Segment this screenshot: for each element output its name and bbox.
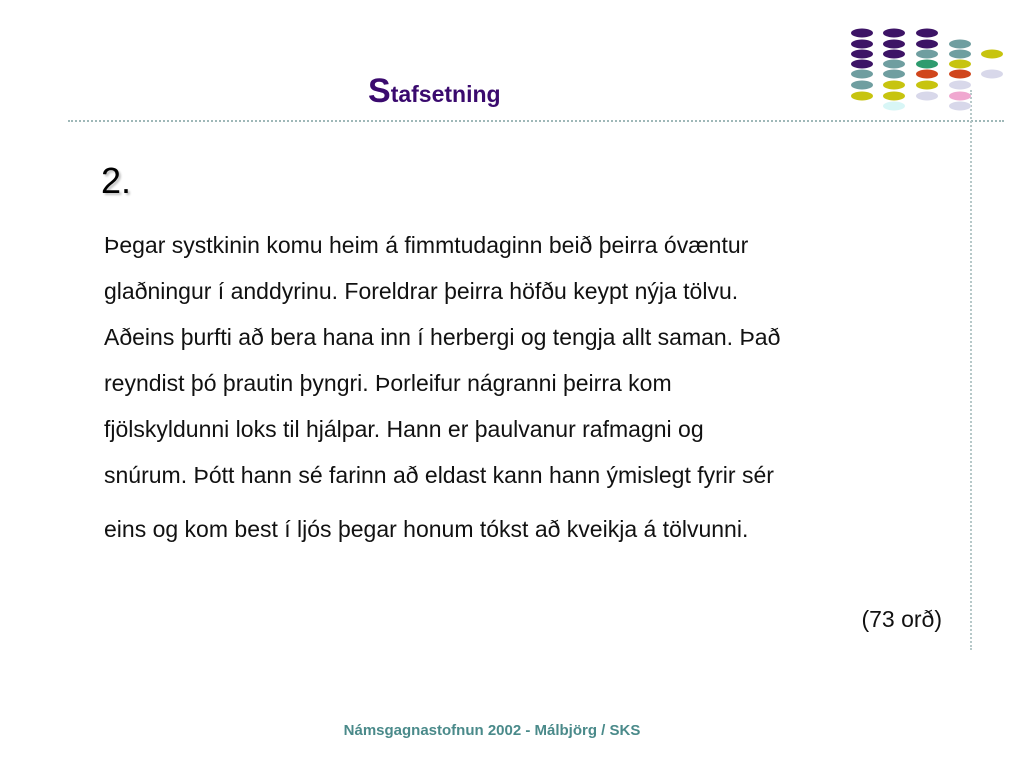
text-line: fjölskyldunni loks til hjálpar. Hann er þaulvanur rafmagni og	[104, 416, 704, 442]
footer-credit: Námsgagnastofnun 2002 - Málbjörg / SKS	[343, 722, 641, 739]
text-line: snúrum. Þótt hann sé farinn að eldast kann hann ýmislegt fyrir sér	[104, 462, 774, 488]
text-line: reyndist þó þrautin þyngri. Þorleifur nágranni þeirra kom	[104, 370, 672, 396]
decorative-dot-grid	[0, 0, 1024, 120]
text-line: glaðningur í anddyrinu. Foreldrar þeirra höfðu keypt nýja tölvu.	[104, 278, 739, 304]
text-line: eins og kom best í ljós þegar honum tókst að kveikja á tölvunni.	[104, 516, 749, 542]
text-line: Aðeins þurfti að bera hana inn í herbergi og tengja allt saman. Það	[104, 324, 781, 350]
text-line: Þegar systkinin komu heim á fimmtudaginn beið þeirra óvæntur	[104, 232, 749, 258]
side-divider	[970, 90, 972, 650]
word-count: (73 orð)	[861, 606, 942, 632]
dictation-text	[104, 222, 964, 552]
slide-title: Stafsetning	[368, 72, 501, 110]
title-divider	[68, 120, 1004, 122]
section-number: 2.	[101, 160, 132, 201]
